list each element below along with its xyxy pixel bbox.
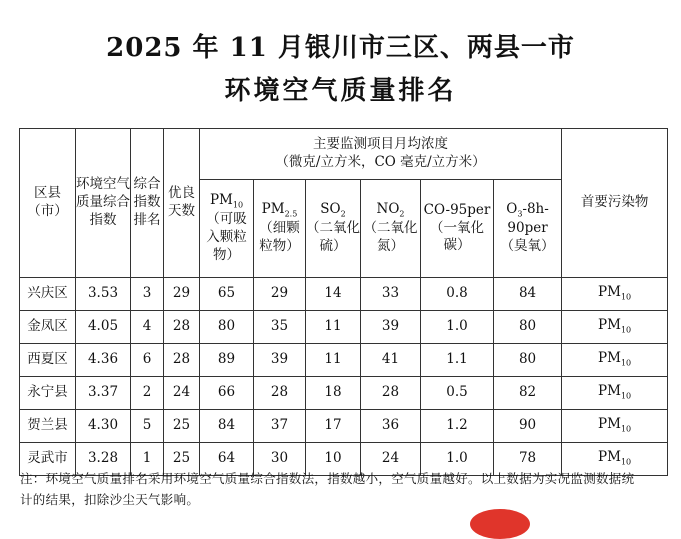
header-aqi-index [76, 129, 131, 278]
header-pm10 [200, 180, 254, 278]
header-primary-pollutant [562, 129, 668, 278]
cell-rank: 4 [131, 311, 164, 344]
pollutant-base: PM [598, 284, 621, 301]
cell-no2: 24 [361, 443, 421, 476]
cell-primary-pollutant [562, 410, 668, 443]
header-aqi-index-label: 环境空气质量综合指数 [76, 176, 130, 228]
cell-pm10: 66 [200, 377, 254, 410]
header-so2-sub: 2 [340, 209, 346, 219]
cell-good-days: 28 [164, 311, 200, 344]
pollutant-sub: 10 [620, 425, 632, 435]
cell-good-days: 25 [164, 410, 200, 443]
header-good-days-label: 优良天数 [168, 185, 195, 219]
cell-good-days: 24 [164, 377, 200, 410]
page-title-line2: 环境空气质量排名 [224, 76, 457, 106]
cell-co: 1.1 [421, 344, 494, 377]
header-district [20, 129, 76, 278]
cell-no2: 41 [361, 344, 421, 377]
header-pm10-sub: 10 [232, 200, 244, 210]
red-seal-stamp [470, 509, 530, 539]
pollutant-base: PM [598, 449, 621, 466]
table-row [20, 410, 668, 443]
cell-co: 1.2 [421, 410, 494, 443]
pollutant-base: PM [598, 416, 621, 433]
cell-primary-pollutant [562, 344, 668, 377]
header-pm10-base: PM [209, 192, 233, 209]
cell-rank: 5 [131, 410, 164, 443]
cell-aqi-index: 3.53 [76, 278, 131, 311]
pollutant-sub: 10 [620, 359, 632, 369]
cell-no2: 36 [361, 410, 421, 443]
header-district-label: 区县（市） [27, 185, 68, 219]
cell-pm10: 84 [200, 410, 254, 443]
header-pm25-base: PM [261, 201, 285, 218]
header-so2-desc: （二氧化硫） [306, 220, 360, 255]
table-row [20, 311, 668, 344]
cell-district: 兴庆区 [20, 278, 76, 311]
table-row [20, 377, 668, 410]
cell-primary-pollutant [562, 377, 668, 410]
cell-pm25: 29 [254, 278, 306, 311]
header-o3-desc: （臭氧） [500, 238, 555, 255]
cell-so2: 17 [306, 410, 361, 443]
footnote: 注：环境空气质量排名采用环境空气质量综合指数法，指数越小，空气质量越好。以上数据为实况监测数据统计的结果，扣除沙尘天气影响。 [20, 471, 635, 507]
cell-district: 灵武市 [20, 443, 76, 476]
cell-district: 永宁县 [20, 377, 76, 410]
cell-o3: 90 [494, 410, 562, 443]
cell-so2: 18 [306, 377, 361, 410]
cell-co: 0.5 [421, 377, 494, 410]
cell-district: 西夏区 [20, 344, 76, 377]
header-co-base: CO-95per [423, 201, 491, 218]
cell-pm10: 80 [200, 311, 254, 344]
header-good-days [164, 129, 200, 278]
header-primary-pollutant-label: 首要污染物 [580, 194, 649, 211]
cell-no2: 33 [361, 278, 421, 311]
header-no2-base: NO [376, 201, 400, 218]
cell-district: 金凤区 [20, 311, 76, 344]
cell-so2: 14 [306, 278, 361, 311]
header-no2-desc: （二氧化氮） [363, 220, 418, 255]
cell-aqi-index: 4.30 [76, 410, 131, 443]
header-index-rank [131, 129, 164, 278]
cell-o3: 78 [494, 443, 562, 476]
cell-pm25: 37 [254, 410, 306, 443]
cell-rank: 2 [131, 377, 164, 410]
header-pm25 [254, 180, 306, 278]
cell-good-days: 25 [164, 443, 200, 476]
pollutant-sub: 10 [620, 326, 632, 336]
cell-good-days: 28 [164, 344, 200, 377]
header-no2-sub: 2 [399, 209, 405, 219]
header-pm25-desc: （细颗粒物） [259, 220, 300, 255]
pollutant-base: PM [598, 317, 621, 334]
header-o3-pre: O [506, 201, 518, 218]
cell-primary-pollutant [562, 311, 668, 344]
header-pm10-desc: （可吸入颗粒物） [206, 211, 247, 264]
cell-so2: 11 [306, 311, 361, 344]
cell-so2: 11 [306, 344, 361, 377]
table-body [20, 278, 668, 476]
cell-pm25: 30 [254, 443, 306, 476]
cell-no2: 39 [361, 311, 421, 344]
cell-pm25: 39 [254, 344, 306, 377]
cell-aqi-index: 3.28 [76, 443, 131, 476]
pollutant-sub: 10 [620, 392, 632, 402]
header-o3 [494, 180, 562, 278]
header-main-group-title: 主要监测项目月均浓度 [313, 136, 449, 153]
cell-aqi-index: 3.37 [76, 377, 131, 410]
pollutant-sub: 10 [620, 458, 632, 468]
table-row [20, 278, 668, 311]
cell-o3: 82 [494, 377, 562, 410]
cell-pm10: 64 [200, 443, 254, 476]
cell-so2: 10 [306, 443, 361, 476]
cell-pm25: 28 [254, 377, 306, 410]
cell-rank: 3 [131, 278, 164, 311]
header-so2-base: SO [320, 201, 341, 218]
cell-o3: 84 [494, 278, 562, 311]
cell-rank: 6 [131, 344, 164, 377]
pollutant-base: PM [598, 350, 621, 367]
cell-district: 贺兰县 [20, 410, 76, 443]
ranking-table [19, 128, 668, 476]
cell-rank: 1 [131, 443, 164, 476]
cell-primary-pollutant [562, 278, 668, 311]
header-o3-sub: 3 [517, 209, 523, 219]
cell-pm10: 89 [200, 344, 254, 377]
cell-no2: 28 [361, 377, 421, 410]
header-main-group-units: （微克/立方米，CO 毫克/立方米） [275, 154, 486, 170]
cell-co: 1.0 [421, 443, 494, 476]
cell-good-days: 29 [164, 278, 200, 311]
cell-aqi-index: 4.36 [76, 344, 131, 377]
cell-pm25: 35 [254, 311, 306, 344]
header-main-group [200, 129, 562, 180]
page-title-line1: 2025 年 11 月银川市三区、两县一市 [106, 33, 575, 63]
pollutant-sub: 10 [620, 293, 632, 303]
cell-co: 0.8 [421, 278, 494, 311]
cell-o3: 80 [494, 311, 562, 344]
cell-aqi-index: 4.05 [76, 311, 131, 344]
header-so2 [306, 180, 361, 278]
cell-co: 1.0 [421, 311, 494, 344]
header-pm25-sub: 2.5 [284, 209, 298, 219]
cell-o3: 80 [494, 344, 562, 377]
header-co-desc: （一氧化碳） [430, 219, 484, 254]
header-co [421, 180, 494, 278]
pollutant-base: PM [598, 383, 621, 400]
table-row [20, 344, 668, 377]
header-no2 [361, 180, 421, 278]
cell-pm10: 65 [200, 278, 254, 311]
header-o3-post: -8h-90per [507, 201, 549, 237]
header-index-rank-label: 综合指数排名 [133, 176, 161, 228]
